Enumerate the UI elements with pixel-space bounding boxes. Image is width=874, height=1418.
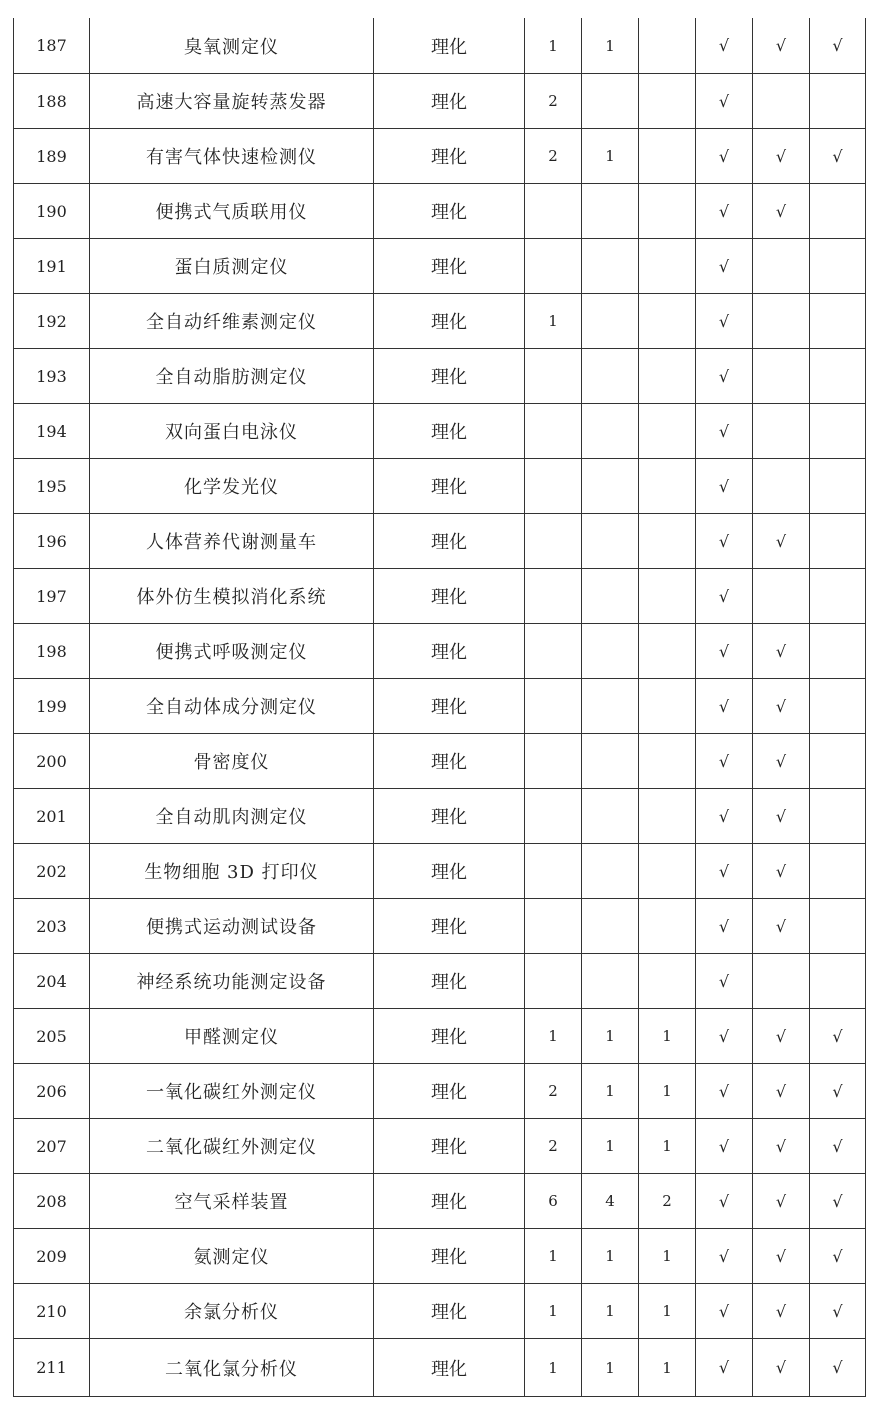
quantity-b-cell (582, 844, 639, 899)
quantity-b-cell (582, 679, 639, 734)
quantity-a-cell: 2 (525, 1119, 582, 1174)
table-row (14, 899, 866, 954)
quantity-b-cell (582, 624, 639, 679)
quantity-c-cell: 1 (639, 1119, 696, 1174)
equipment-name-cell: 臭氧测定仪 (90, 18, 374, 74)
table-row (14, 789, 866, 844)
check-y-cell (753, 459, 810, 514)
quantity-c-cell (639, 18, 696, 74)
equipment-name-cell: 二氧化氯分析仪 (90, 1339, 374, 1397)
quantity-a-cell: 2 (525, 74, 582, 129)
check-z-cell: √ (810, 1009, 866, 1064)
category-cell: 理化 (374, 18, 525, 74)
equipment-name-cell: 全自动体成分测定仪 (90, 679, 374, 734)
quantity-b-cell (582, 734, 639, 789)
check-y-cell: √ (753, 1009, 810, 1064)
check-y-cell: √ (753, 129, 810, 184)
equipment-name-cell: 便携式气质联用仪 (90, 184, 374, 239)
equipment-name-cell: 氨测定仪 (90, 1229, 374, 1284)
equipment-name-cell: 便携式运动测试设备 (90, 899, 374, 954)
check-y-cell: √ (753, 624, 810, 679)
quantity-c-cell: 1 (639, 1009, 696, 1064)
category-cell: 理化 (374, 349, 525, 404)
check-y-cell: √ (753, 1174, 810, 1229)
row-number-cell: 197 (14, 569, 90, 624)
row-number-cell: 209 (14, 1229, 90, 1284)
equipment-name-cell: 双向蛋白电泳仪 (90, 404, 374, 459)
category-cell: 理化 (374, 74, 525, 129)
table-row (14, 129, 866, 184)
category-cell: 理化 (374, 899, 525, 954)
category-cell: 理化 (374, 514, 525, 569)
row-number-cell: 205 (14, 1009, 90, 1064)
check-y-cell (753, 74, 810, 129)
quantity-a-cell: 1 (525, 1009, 582, 1064)
quantity-b-cell: 1 (582, 1284, 639, 1339)
row-number-cell: 192 (14, 294, 90, 349)
equipment-name-cell: 有害气体快速检测仪 (90, 129, 374, 184)
check-x-cell: √ (696, 1339, 753, 1397)
check-y-cell: √ (753, 899, 810, 954)
check-x-cell: √ (696, 184, 753, 239)
quantity-a-cell (525, 954, 582, 1009)
table-body (14, 18, 866, 1397)
equipment-name-cell: 人体营养代谢测量车 (90, 514, 374, 569)
table-row (14, 1009, 866, 1064)
check-z-cell: √ (810, 1339, 866, 1397)
check-z-cell: √ (810, 1064, 866, 1119)
check-y-cell: √ (753, 1229, 810, 1284)
quantity-b-cell (582, 789, 639, 844)
quantity-a-cell: 2 (525, 129, 582, 184)
equipment-name-cell: 神经系统功能测定设备 (90, 954, 374, 1009)
quantity-a-cell (525, 899, 582, 954)
table-row (14, 514, 866, 569)
check-z-cell (810, 294, 866, 349)
quantity-b-cell: 1 (582, 1064, 639, 1119)
check-x-cell: √ (696, 1284, 753, 1339)
row-number-cell: 202 (14, 844, 90, 899)
quantity-b-cell: 1 (582, 1009, 639, 1064)
quantity-b-cell: 1 (582, 18, 639, 74)
check-x-cell: √ (696, 404, 753, 459)
check-y-cell (753, 569, 810, 624)
category-cell: 理化 (374, 1339, 525, 1397)
check-x-cell: √ (696, 18, 753, 74)
row-number-cell: 200 (14, 734, 90, 789)
check-z-cell (810, 899, 866, 954)
category-cell: 理化 (374, 404, 525, 459)
quantity-a-cell (525, 514, 582, 569)
table-row (14, 1174, 866, 1229)
quantity-a-cell (525, 844, 582, 899)
check-x-cell: √ (696, 294, 753, 349)
quantity-b-cell: 4 (582, 1174, 639, 1229)
quantity-a-cell (525, 404, 582, 459)
check-y-cell: √ (753, 184, 810, 239)
check-z-cell: √ (810, 1284, 866, 1339)
quantity-c-cell (639, 624, 696, 679)
quantity-c-cell (639, 459, 696, 514)
quantity-b-cell (582, 954, 639, 1009)
quantity-a-cell (525, 569, 582, 624)
check-z-cell (810, 514, 866, 569)
check-y-cell: √ (753, 1284, 810, 1339)
quantity-c-cell (639, 679, 696, 734)
table-row (14, 624, 866, 679)
quantity-b-cell (582, 404, 639, 459)
category-cell: 理化 (374, 624, 525, 679)
quantity-a-cell (525, 679, 582, 734)
table-row (14, 404, 866, 459)
quantity-b-cell (582, 184, 639, 239)
category-cell: 理化 (374, 459, 525, 514)
row-number-cell: 190 (14, 184, 90, 239)
table-row (14, 294, 866, 349)
quantity-b-cell (582, 569, 639, 624)
category-cell: 理化 (374, 184, 525, 239)
quantity-b-cell (582, 899, 639, 954)
quantity-a-cell: 1 (525, 1229, 582, 1284)
check-y-cell: √ (753, 789, 810, 844)
check-x-cell: √ (696, 954, 753, 1009)
check-y-cell (753, 239, 810, 294)
quantity-c-cell: 2 (639, 1174, 696, 1229)
table-row (14, 349, 866, 404)
category-cell: 理化 (374, 844, 525, 899)
quantity-b-cell: 1 (582, 1119, 639, 1174)
quantity-c-cell: 1 (639, 1064, 696, 1119)
quantity-c-cell: 1 (639, 1229, 696, 1284)
check-z-cell: √ (810, 1119, 866, 1174)
quantity-a-cell (525, 789, 582, 844)
table-row (14, 1229, 866, 1284)
row-number-cell: 189 (14, 129, 90, 184)
quantity-c-cell (639, 569, 696, 624)
check-x-cell: √ (696, 1009, 753, 1064)
quantity-c-cell (639, 404, 696, 459)
check-z-cell (810, 734, 866, 789)
quantity-b-cell: 1 (582, 1339, 639, 1397)
row-number-cell: 198 (14, 624, 90, 679)
quantity-a-cell (525, 184, 582, 239)
category-cell: 理化 (374, 679, 525, 734)
check-x-cell: √ (696, 679, 753, 734)
check-x-cell: √ (696, 1119, 753, 1174)
row-number-cell: 206 (14, 1064, 90, 1119)
quantity-c-cell (639, 514, 696, 569)
quantity-c-cell (639, 74, 696, 129)
quantity-a-cell: 1 (525, 18, 582, 74)
equipment-name-cell: 蛋白质测定仪 (90, 239, 374, 294)
check-y-cell (753, 349, 810, 404)
equipment-name-cell: 体外仿生模拟消化系统 (90, 569, 374, 624)
equipment-name-cell: 一氧化碳红外测定仪 (90, 1064, 374, 1119)
equipment-name-cell: 空气采样装置 (90, 1174, 374, 1229)
row-number-cell: 195 (14, 459, 90, 514)
quantity-a-cell: 1 (525, 294, 582, 349)
category-cell: 理化 (374, 1064, 525, 1119)
check-z-cell: √ (810, 129, 866, 184)
quantity-a-cell: 1 (525, 1339, 582, 1397)
check-z-cell: √ (810, 1229, 866, 1284)
table-row (14, 184, 866, 239)
equipment-name-cell: 甲醛测定仪 (90, 1009, 374, 1064)
quantity-c-cell (639, 789, 696, 844)
table-row (14, 1284, 866, 1339)
check-x-cell: √ (696, 514, 753, 569)
check-z-cell (810, 789, 866, 844)
category-cell: 理化 (374, 954, 525, 1009)
quantity-b-cell (582, 349, 639, 404)
check-y-cell (753, 954, 810, 1009)
category-cell: 理化 (374, 789, 525, 844)
table-row (14, 459, 866, 514)
check-x-cell: √ (696, 129, 753, 184)
check-x-cell: √ (696, 239, 753, 294)
quantity-a-cell: 2 (525, 1064, 582, 1119)
check-z-cell (810, 679, 866, 734)
row-number-cell: 196 (14, 514, 90, 569)
category-cell: 理化 (374, 129, 525, 184)
table-row (14, 18, 866, 74)
row-number-cell: 199 (14, 679, 90, 734)
quantity-a-cell (525, 624, 582, 679)
quantity-a-cell (525, 459, 582, 514)
check-z-cell (810, 844, 866, 899)
check-x-cell: √ (696, 1064, 753, 1119)
quantity-a-cell: 1 (525, 1284, 582, 1339)
category-cell: 理化 (374, 1284, 525, 1339)
check-x-cell: √ (696, 789, 753, 844)
check-y-cell (753, 404, 810, 459)
check-z-cell (810, 624, 866, 679)
check-x-cell: √ (696, 844, 753, 899)
category-cell: 理化 (374, 734, 525, 789)
quantity-c-cell (639, 844, 696, 899)
equipment-name-cell: 全自动纤维素测定仪 (90, 294, 374, 349)
check-z-cell (810, 349, 866, 404)
quantity-b-cell: 1 (582, 1229, 639, 1284)
quantity-b-cell (582, 294, 639, 349)
quantity-b-cell (582, 74, 639, 129)
equipment-name-cell: 全自动脂肪测定仪 (90, 349, 374, 404)
equipment-name-cell: 高速大容量旋转蒸发器 (90, 74, 374, 129)
quantity-c-cell (639, 239, 696, 294)
quantity-b-cell (582, 514, 639, 569)
row-number-cell: 188 (14, 74, 90, 129)
quantity-c-cell (639, 184, 696, 239)
row-number-cell: 187 (14, 18, 90, 74)
check-z-cell (810, 239, 866, 294)
check-x-cell: √ (696, 899, 753, 954)
equipment-name-cell: 便携式呼吸测定仪 (90, 624, 374, 679)
quantity-c-cell (639, 954, 696, 1009)
quantity-b-cell (582, 239, 639, 294)
check-y-cell (753, 294, 810, 349)
equipment-name-cell: 余氯分析仪 (90, 1284, 374, 1339)
check-y-cell: √ (753, 679, 810, 734)
table-row (14, 1064, 866, 1119)
equipment-name-cell: 生物细胞 3D 打印仪 (90, 844, 374, 899)
quantity-a-cell: 6 (525, 1174, 582, 1229)
quantity-c-cell (639, 734, 696, 789)
row-number-cell: 207 (14, 1119, 90, 1174)
check-z-cell (810, 184, 866, 239)
quantity-c-cell: 1 (639, 1284, 696, 1339)
row-number-cell: 204 (14, 954, 90, 1009)
row-number-cell: 193 (14, 349, 90, 404)
row-number-cell: 210 (14, 1284, 90, 1339)
row-number-cell: 194 (14, 404, 90, 459)
table-row (14, 954, 866, 1009)
quantity-a-cell (525, 734, 582, 789)
check-z-cell (810, 459, 866, 514)
check-x-cell: √ (696, 459, 753, 514)
table-row (14, 569, 866, 624)
check-z-cell (810, 954, 866, 1009)
row-number-cell: 203 (14, 899, 90, 954)
equipment-name-cell: 全自动肌肉测定仪 (90, 789, 374, 844)
check-x-cell: √ (696, 74, 753, 129)
category-cell: 理化 (374, 294, 525, 349)
quantity-a-cell (525, 349, 582, 404)
check-x-cell: √ (696, 1174, 753, 1229)
quantity-c-cell (639, 129, 696, 184)
category-cell: 理化 (374, 239, 525, 294)
check-y-cell: √ (753, 844, 810, 899)
check-z-cell (810, 569, 866, 624)
check-y-cell: √ (753, 1339, 810, 1397)
equipment-name-cell: 骨密度仪 (90, 734, 374, 789)
quantity-b-cell (582, 459, 639, 514)
table-row (14, 74, 866, 129)
table-row (14, 1339, 866, 1397)
equipment-name-cell: 二氧化碳红外测定仪 (90, 1119, 374, 1174)
category-cell: 理化 (374, 1009, 525, 1064)
check-y-cell: √ (753, 18, 810, 74)
row-number-cell: 211 (14, 1339, 90, 1397)
check-x-cell: √ (696, 624, 753, 679)
check-x-cell: √ (696, 734, 753, 789)
table-row (14, 734, 866, 789)
table-row (14, 239, 866, 294)
quantity-b-cell: 1 (582, 129, 639, 184)
check-y-cell: √ (753, 514, 810, 569)
check-z-cell (810, 74, 866, 129)
category-cell: 理化 (374, 569, 525, 624)
check-y-cell: √ (753, 734, 810, 789)
table-row (14, 1119, 866, 1174)
check-z-cell (810, 404, 866, 459)
check-x-cell: √ (696, 1229, 753, 1284)
row-number-cell: 191 (14, 239, 90, 294)
table-row (14, 844, 866, 899)
check-x-cell: √ (696, 349, 753, 404)
category-cell: 理化 (374, 1174, 525, 1229)
row-number-cell: 208 (14, 1174, 90, 1229)
category-cell: 理化 (374, 1119, 525, 1174)
quantity-c-cell: 1 (639, 1339, 696, 1397)
quantity-c-cell (639, 349, 696, 404)
check-x-cell: √ (696, 569, 753, 624)
equipment-name-cell: 化学发光仪 (90, 459, 374, 514)
table-row (14, 679, 866, 734)
category-cell: 理化 (374, 1229, 525, 1284)
quantity-a-cell (525, 239, 582, 294)
quantity-c-cell (639, 294, 696, 349)
equipment-table (13, 18, 866, 1397)
row-number-cell: 201 (14, 789, 90, 844)
check-z-cell: √ (810, 1174, 866, 1229)
quantity-c-cell (639, 899, 696, 954)
check-y-cell: √ (753, 1064, 810, 1119)
check-z-cell: √ (810, 18, 866, 74)
check-y-cell: √ (753, 1119, 810, 1174)
